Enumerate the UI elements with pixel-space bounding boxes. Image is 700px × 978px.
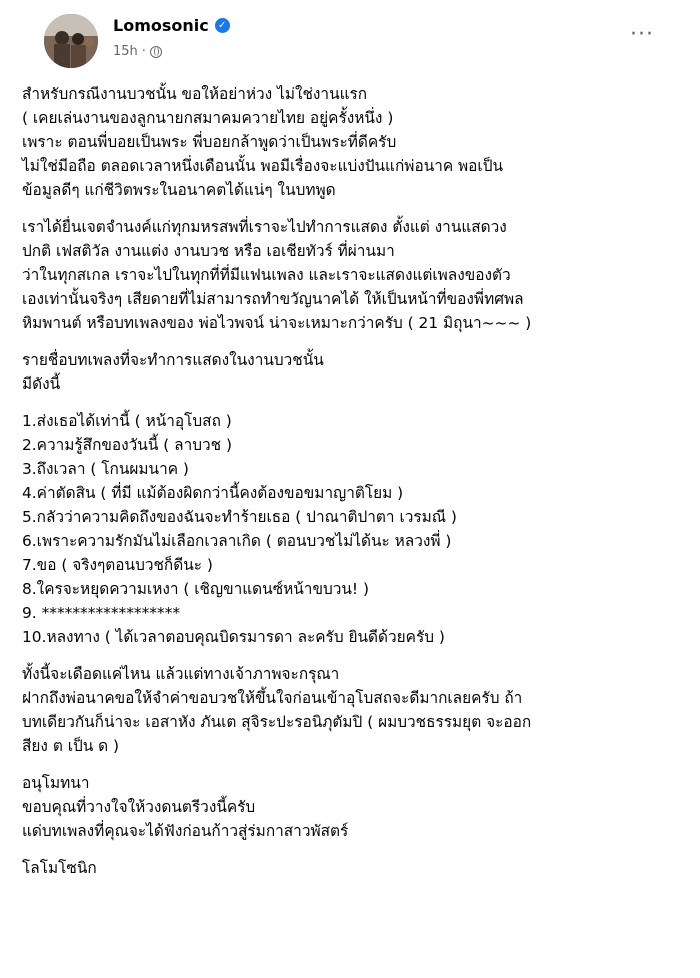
post-text-line: ว่าในทุกสเกล เราจะไปในทุกที่ที่มีแฟนเพลง และเราจะแสดงแต่เพลงของตัว <box>22 266 511 284</box>
post-paragraph <box>22 771 682 843</box>
post-text-line: 2.ความรู้สึกของวันนี้ ( ลาบวช ) <box>22 436 232 454</box>
post-text-line: อนุโมทนา <box>22 774 90 792</box>
verified-badge-icon: ✓ <box>215 18 230 33</box>
post-text-line: 4.ค่าตัดสิน ( ที่มี แม้ต้องผิดกว่านี้คงต้องขอขมาญาติโยม ) <box>22 484 404 502</box>
post-text <box>22 82 682 893</box>
post-text-line: แด่บทเพลงที่คุณจะได้ฟังก่อนก้าวสู่ร่มกาสาวพัสตร์ <box>22 822 349 840</box>
post-text-line: บทเดียวกันก็น่าจะ เอสาหัง ภันเต สุจิระปะรอนิภุตัมปิ ( ผมบวชธรรมยุต จะออก <box>22 713 532 731</box>
post-text-line: ปกติ เฟสติวัล งานแต่ง งานบวช หรือ เอเชียทัวร์ ที่ผ่านมา <box>22 242 395 260</box>
post-paragraph <box>22 409 682 649</box>
post-text-line: มีดังนี้ <box>22 375 61 393</box>
post-paragraph <box>22 856 682 880</box>
post-paragraph <box>22 215 682 335</box>
post-meta <box>113 44 162 59</box>
public-globe-icon <box>150 46 162 58</box>
post-text-line: ไม่ใช่มีอถือ ตลอดเวลาหนึ่งเดือนนั้น พอมีเรื่องจะแบ่งปันแก่พ่อนาค พอเป็น <box>22 157 503 175</box>
author-name-text[interactable]: Lomosonic <box>113 16 209 35</box>
author-name[interactable] <box>113 16 230 35</box>
post-header <box>22 0 680 70</box>
post-paragraph <box>22 82 682 202</box>
post-text-line: ขอบคุณที่วางใจให้วงดนตรีวงนี้ครับ <box>22 798 256 816</box>
post-text-line: สียง ต เป็น ด ) <box>22 737 120 755</box>
avatar-photo <box>44 14 98 68</box>
post-text-line: เราได้ยื่นเจตจำนงค์แก่ทุกมหรสพที่เราจะไปทำการแสดง ตั้งแต่ งานแสดวง <box>22 218 507 236</box>
post-text-line: ฝากถึงพ่อนาคขอให้จำค่าขอบวชให้ขึ้นใจก่อนเข้าอุโบสถจะดีมากเลยครับ ถ้า <box>22 689 523 707</box>
post-text-line: 10.หลงทาง ( ได้เวลาตอบคุณบิดรมารดา ละครับ ยินดีด้วยครับ ) <box>22 628 445 646</box>
post-text-line: 5.กลัวว่าความคิดถึงของฉันจะทำร้ายเธอ ( ปาณาติปาตา เวรมณี ) <box>22 508 457 526</box>
post-text-line: สำหรับกรณีงานบวชนั้น ขอให้อย่าห่วง ไม่ใช่งานแรก <box>22 85 368 103</box>
post-text-line: 7.ขอ ( จริงๆตอนบวชก็ดีนะ ) <box>22 556 213 574</box>
avatar[interactable] <box>44 14 98 68</box>
separator-dot: · <box>141 44 146 59</box>
post-text-line: 1.ส่งเธอได้เท่านี้ ( หน้าอุโบสถ ) <box>22 412 232 430</box>
post-text-line: ( เคยเล่นงานของลูกนายกสมาคมควายไทย อยู่ครั้งหนึ่ง ) <box>22 109 394 127</box>
post-paragraph <box>22 662 682 758</box>
post-text-line: รายชื่อบทเพลงที่จะทำการแสดงในงานบวชนั้น <box>22 351 324 369</box>
post-text-line: เพราะ ตอนพี่บอยเป็นพระ พี่บอยกล้าพูดว่าเป็นพระที่ดีครับ <box>22 133 397 151</box>
post-text-line: โลโมโซนิก <box>22 859 97 877</box>
more-options-button[interactable]: ··· <box>630 22 654 47</box>
post-text-line: เองเท่านั้นจริงๆ เสียดายที่ไม่สามารถทำขวัญนาคได้ ให้เป็นหน้าที่ของพี่ทศพล <box>22 290 524 308</box>
post-text-line: 9. ****************** <box>22 604 181 622</box>
post-text-line: 8.ใครจะหยุดความเหงา ( เชิญขาแดนซ์หน้าขบวน! ) <box>22 580 369 598</box>
post-timestamp[interactable]: 15h <box>113 44 138 59</box>
post-text-line: หิมพานต์ หรือบทเพลงของ พ่อไวพจน์ น่าจะเหมาะกว่าครับ ( 21 มิถุนา~~~ ) <box>22 314 532 332</box>
post-text-line: 3.ถึงเวลา ( โกนผมนาค ) <box>22 460 189 478</box>
post-text-line: ข้อมูลดีๆ แก่ชีวิตพระในอนาคตได้แน่ๆ ในบทพูด <box>22 181 336 199</box>
post-text-line: 6.เพราะความรักมันไม่เลือกเวลาเกิด ( ตอนบวชไม่ได้นะ หลวงพี่ ) <box>22 532 452 550</box>
post-text-line: ทั้งนี้จะเดือดแค่ไหน แล้วแต่ทางเจ้าภาพจะกรุณา <box>22 665 340 683</box>
post-paragraph <box>22 348 682 396</box>
